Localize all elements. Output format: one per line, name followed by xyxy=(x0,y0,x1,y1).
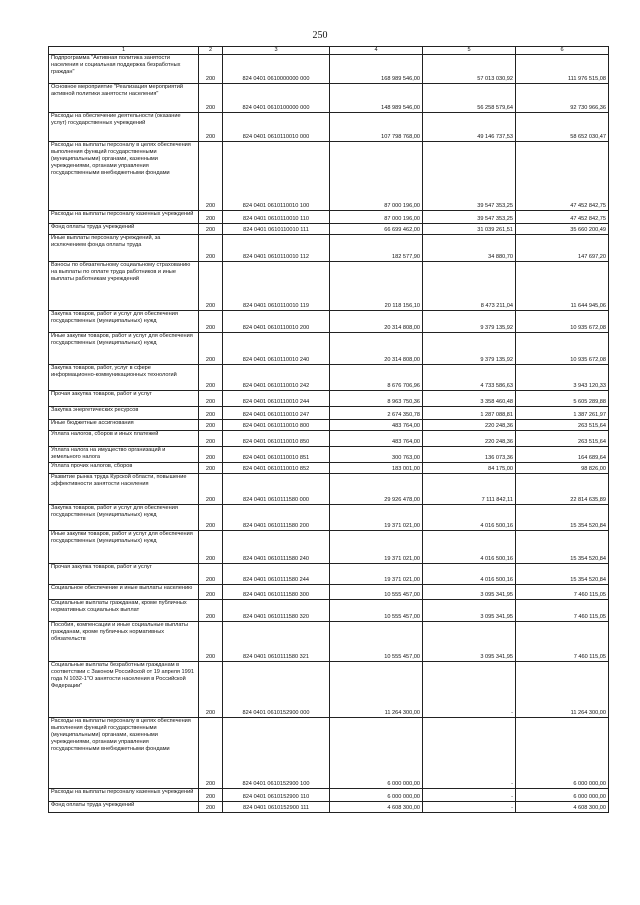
approved-amount: 87 000 196,00 xyxy=(330,142,423,211)
budget-classification-code: 824 0401 0610111580 000 xyxy=(223,474,330,505)
budget-classification-code: 824 0401 0610111580 321 xyxy=(223,622,330,662)
budget-classification-code: 824 0401 0610110010 110 xyxy=(223,211,330,224)
budget-classification-code: 824 0401 0610111580 300 xyxy=(223,585,330,600)
executed-amount: 220 248,36 xyxy=(423,431,516,447)
executed-amount: 56 258 579,64 xyxy=(423,84,516,113)
executed-amount: 3 095 341,95 xyxy=(423,585,516,600)
unexecuted-amount: 10 935 672,08 xyxy=(516,311,609,333)
table-row xyxy=(49,531,609,564)
budget-classification-code: 824 0401 0610110010 000 xyxy=(223,113,330,142)
unexecuted-amount: 15 354 520,84 xyxy=(516,564,609,585)
budget-classification-code: 824 0401 0610152900 100 xyxy=(223,718,330,789)
approved-amount: 483 764,00 xyxy=(330,420,423,431)
executed-amount: 1 287 088,81 xyxy=(423,407,516,420)
row-name: Уплата налога на имущество организаций и земельного налога xyxy=(49,447,199,463)
unexecuted-amount: 3 943 120,33 xyxy=(516,365,609,391)
line-code: 200 xyxy=(199,564,223,585)
line-code: 200 xyxy=(199,262,223,311)
line-code: 200 xyxy=(199,420,223,431)
executed-amount: 3 095 341,95 xyxy=(423,600,516,622)
executed-amount: 4 733 586,63 xyxy=(423,365,516,391)
unexecuted-amount: 11 644 945,06 xyxy=(516,262,609,311)
row-name: Взносы по обязательному социальному страхованию на выплаты по оплате труда работников и иные выплаты работникам учреждений xyxy=(49,262,199,311)
row-name: Прочая закупка товаров, работ и услуг xyxy=(49,564,199,585)
row-name: Закупка товаров, работ, услуг в сфере информационно-коммуникационных технологий xyxy=(49,365,199,391)
row-name: Расходы на обеспечение деятельности (оказание услуг) государственных учреждений xyxy=(49,113,199,142)
line-code: 200 xyxy=(199,142,223,211)
row-name: Закупка энергетических ресурсов xyxy=(49,407,199,420)
table-row xyxy=(49,420,609,431)
line-code: 200 xyxy=(199,55,223,84)
unexecuted-amount: 35 660 200,49 xyxy=(516,224,609,235)
unexecuted-amount: 11 264 300,00 xyxy=(516,662,609,718)
line-code: 200 xyxy=(199,600,223,622)
budget-classification-code: 824 0401 0610110010 119 xyxy=(223,262,330,311)
line-code: 200 xyxy=(199,505,223,531)
row-name: Расходы на выплаты персоналу казенных учреждений xyxy=(49,789,199,802)
unexecuted-amount: 7 460 115,05 xyxy=(516,600,609,622)
budget-classification-code: 824 0401 0610110010 240 xyxy=(223,333,330,365)
line-code: 200 xyxy=(199,333,223,365)
approved-amount: 87 000 196,00 xyxy=(330,211,423,224)
approved-amount: 4 608 300,00 xyxy=(330,802,423,813)
budget-classification-code: 824 0401 0610110010 112 xyxy=(223,235,330,262)
budget-classification-code: 824 0401 0610110010 242 xyxy=(223,365,330,391)
approved-amount: 8 676 706,96 xyxy=(330,365,423,391)
table-row xyxy=(49,235,609,262)
line-code: 200 xyxy=(199,585,223,600)
table-row xyxy=(49,333,609,365)
budget-classification-code: 824 0401 0610152900 110 xyxy=(223,789,330,802)
budget-classification-code: 824 0401 0610000000 000 xyxy=(223,55,330,84)
budget-classification-code: 824 0401 0610111580 320 xyxy=(223,600,330,622)
budget-classification-code: 824 0401 0610110010 200 xyxy=(223,311,330,333)
table-row xyxy=(49,262,609,311)
line-code: 200 xyxy=(199,463,223,474)
budget-classification-code: 824 0401 0610110010 851 xyxy=(223,447,330,463)
table-row xyxy=(49,365,609,391)
line-code: 200 xyxy=(199,365,223,391)
approved-amount: 107 798 768,00 xyxy=(330,113,423,142)
row-name: Закупка товаров, работ и услуг для обеспечения государственных (муниципальных) нужд xyxy=(49,505,199,531)
budget-classification-code: 824 0401 0610152900 000 xyxy=(223,662,330,718)
line-code: 200 xyxy=(199,474,223,505)
table-row xyxy=(49,224,609,235)
table-row xyxy=(49,431,609,447)
approved-amount: 168 989 546,00 xyxy=(330,55,423,84)
approved-amount: 148 989 546,00 xyxy=(330,84,423,113)
approved-amount: 300 763,00 xyxy=(330,447,423,463)
row-name: Развитие рынка труда Курской области, повышение эффективности занятости населения xyxy=(49,474,199,505)
approved-amount: 66 699 462,00 xyxy=(330,224,423,235)
line-code: 200 xyxy=(199,224,223,235)
line-code: 200 xyxy=(199,531,223,564)
column-header: 6 xyxy=(516,47,609,55)
unexecuted-amount: 15 354 520,84 xyxy=(516,531,609,564)
row-name: Пособия, компенсации и иные социальные выплаты гражданам, кроме публичных нормативных обязательств xyxy=(49,622,199,662)
table-row xyxy=(49,789,609,802)
budget-classification-code: 824 0401 0610100000 000 xyxy=(223,84,330,113)
executed-amount: 31 039 261,51 xyxy=(423,224,516,235)
approved-amount: 182 577,90 xyxy=(330,235,423,262)
approved-amount: 483 764,00 xyxy=(330,431,423,447)
line-code: 200 xyxy=(199,113,223,142)
approved-amount: 19 371 021,00 xyxy=(330,505,423,531)
table-row xyxy=(49,211,609,224)
row-name: Расходы на выплаты персоналу казенных учреждений xyxy=(49,211,199,224)
executed-amount: - xyxy=(423,789,516,802)
unexecuted-amount: 4 608 300,00 xyxy=(516,802,609,813)
executed-amount: - xyxy=(423,718,516,789)
budget-classification-code: 824 0401 0610152900 111 xyxy=(223,802,330,813)
table-row xyxy=(49,585,609,600)
executed-amount: 3 358 460,48 xyxy=(423,391,516,407)
line-code: 200 xyxy=(199,789,223,802)
table-row xyxy=(49,463,609,474)
column-header: 4 xyxy=(330,47,423,55)
approved-amount: 11 264 300,00 xyxy=(330,662,423,718)
executed-amount: - xyxy=(423,662,516,718)
row-name: Уплата прочих налогов, сборов xyxy=(49,463,199,474)
approved-amount: 183 001,00 xyxy=(330,463,423,474)
row-name: Фонд оплаты труда учреждений xyxy=(49,802,199,813)
unexecuted-amount: 7 460 115,05 xyxy=(516,585,609,600)
unexecuted-amount: 7 460 115,05 xyxy=(516,622,609,662)
column-header: 1 xyxy=(49,47,199,55)
unexecuted-amount: 22 814 635,89 xyxy=(516,474,609,505)
column-header: 2 xyxy=(199,47,223,55)
line-code: 200 xyxy=(199,447,223,463)
executed-amount: 39 547 353,25 xyxy=(423,142,516,211)
approved-amount: 10 555 457,00 xyxy=(330,622,423,662)
column-header: 3 xyxy=(223,47,330,55)
table-row xyxy=(49,84,609,113)
executed-amount: 4 016 500,16 xyxy=(423,505,516,531)
table-row xyxy=(49,447,609,463)
unexecuted-amount: 147 697,20 xyxy=(516,235,609,262)
table-row xyxy=(49,474,609,505)
line-code: 200 xyxy=(199,622,223,662)
row-name: Социальное обеспечение и иные выплаты населению xyxy=(49,585,199,600)
approved-amount: 20 118 156,10 xyxy=(330,262,423,311)
table-row xyxy=(49,802,609,813)
executed-amount: 9 379 135,92 xyxy=(423,333,516,365)
unexecuted-amount: 92 730 966,36 xyxy=(516,84,609,113)
budget-classification-code: 824 0401 0610111580 200 xyxy=(223,505,330,531)
row-name: Расходы на выплаты персоналу в целях обеспечения выполнения функций государственными (муниципальными) органами, казенными учреждениями, органами управления государственными внебюджетными фондами xyxy=(49,718,199,789)
unexecuted-amount: 1 387 261,97 xyxy=(516,407,609,420)
budget-classification-code: 824 0401 0610110010 247 xyxy=(223,407,330,420)
unexecuted-amount: 15 354 520,84 xyxy=(516,505,609,531)
table-row xyxy=(49,391,609,407)
line-code: 200 xyxy=(199,718,223,789)
executed-amount: 49 146 737,53 xyxy=(423,113,516,142)
row-name: Уплата налогов, сборов и иных платежей xyxy=(49,431,199,447)
executed-amount: 84 175,00 xyxy=(423,463,516,474)
table-row xyxy=(49,311,609,333)
table-row xyxy=(49,113,609,142)
budget-classification-code: 824 0401 0610110010 850 xyxy=(223,431,330,447)
row-name: Прочая закупка товаров, работ и услуг xyxy=(49,391,199,407)
executed-amount: - xyxy=(423,802,516,813)
approved-amount: 19 371 021,00 xyxy=(330,531,423,564)
unexecuted-amount: 58 652 030,47 xyxy=(516,113,609,142)
unexecuted-amount: 263 515,64 xyxy=(516,431,609,447)
budget-classification-code: 824 0401 0610110010 800 xyxy=(223,420,330,431)
unexecuted-amount: 98 826,00 xyxy=(516,463,609,474)
table-row xyxy=(49,600,609,622)
approved-amount: 20 314 808,00 xyxy=(330,333,423,365)
unexecuted-amount: 6 000 000,00 xyxy=(516,789,609,802)
table-row xyxy=(49,142,609,211)
line-code: 200 xyxy=(199,311,223,333)
executed-amount: 34 880,70 xyxy=(423,235,516,262)
row-name: Подпрограмма "Активная политика занятости населения и социальная поддержка безработных граждан" xyxy=(49,55,199,84)
approved-amount: 20 314 808,00 xyxy=(330,311,423,333)
unexecuted-amount: 263 515,64 xyxy=(516,420,609,431)
row-name: Основное мероприятие "Реализация мероприятий активной политики занятости населения" xyxy=(49,84,199,113)
unexecuted-amount: 5 605 289,88 xyxy=(516,391,609,407)
line-code: 200 xyxy=(199,211,223,224)
unexecuted-amount: 47 452 842,75 xyxy=(516,142,609,211)
executed-amount: 4 016 500,16 xyxy=(423,564,516,585)
unexecuted-amount: 47 452 842,75 xyxy=(516,211,609,224)
row-name: Фонд оплаты труда учреждений xyxy=(49,224,199,235)
executed-amount: 57 013 030,92 xyxy=(423,55,516,84)
approved-amount: 8 963 750,36 xyxy=(330,391,423,407)
approved-amount: 19 371 021,00 xyxy=(330,564,423,585)
approved-amount: 29 926 478,00 xyxy=(330,474,423,505)
executed-amount: 8 473 211,04 xyxy=(423,262,516,311)
approved-amount: 2 674 350,78 xyxy=(330,407,423,420)
executed-amount: 4 016 500,16 xyxy=(423,531,516,564)
page-number: 250 xyxy=(312,30,328,41)
table-row xyxy=(49,622,609,662)
approved-amount: 6 000 000,00 xyxy=(330,789,423,802)
budget-classification-code: 824 0401 0610110010 244 xyxy=(223,391,330,407)
row-name: Иные бюджетные ассигнования xyxy=(49,420,199,431)
unexecuted-amount: 164 689,64 xyxy=(516,447,609,463)
table-row xyxy=(49,505,609,531)
table-row xyxy=(49,718,609,789)
line-code: 200 xyxy=(199,431,223,447)
line-code: 200 xyxy=(199,662,223,718)
unexecuted-amount: 111 976 515,08 xyxy=(516,55,609,84)
table-row xyxy=(49,564,609,585)
row-name: Социальные выплаты гражданам, кроме публичных нормативных социальных выплат xyxy=(49,600,199,622)
executed-amount: 9 379 135,92 xyxy=(423,311,516,333)
executed-amount: 3 095 341,95 xyxy=(423,622,516,662)
line-code: 200 xyxy=(199,84,223,113)
table-row xyxy=(49,55,609,84)
budget-classification-code: 824 0401 0610111580 240 xyxy=(223,531,330,564)
budget-classification-code: 824 0401 0610111580 244 xyxy=(223,564,330,585)
budget-classification-code: 824 0401 0610110010 852 xyxy=(223,463,330,474)
executed-amount: 136 073,36 xyxy=(423,447,516,463)
budget-classification-code: 824 0401 0610110010 111 xyxy=(223,224,330,235)
executed-amount: 7 111 842,11 xyxy=(423,474,516,505)
executed-amount: 220 248,36 xyxy=(423,420,516,431)
row-name: Иные закупки товаров, работ и услуг для обеспечения государственных (муниципальных) нужд xyxy=(49,531,199,564)
line-code: 200 xyxy=(199,802,223,813)
row-name: Иные закупки товаров, работ и услуг для обеспечения государственных (муниципальных) нужд xyxy=(49,333,199,365)
line-code: 200 xyxy=(199,407,223,420)
budget-classification-code: 824 0401 0610110010 100 xyxy=(223,142,330,211)
line-code: 200 xyxy=(199,391,223,407)
approved-amount: 10 555 457,00 xyxy=(330,585,423,600)
line-code: 200 xyxy=(199,235,223,262)
row-name: Иные выплаты персоналу учреждений, за исключением фонда оплаты труда xyxy=(49,235,199,262)
table-row xyxy=(49,407,609,420)
budget-table xyxy=(48,46,609,813)
row-name: Расходы на выплаты персоналу в целях обеспечения выполнения функций государственными (муниципальными) органами, казенными учреждениями, органами управления государственными внебюджетными фондами xyxy=(49,142,199,211)
column-header: 5 xyxy=(423,47,516,55)
executed-amount: 39 547 353,25 xyxy=(423,211,516,224)
row-name: Социальные выплаты безработным гражданам в соответствии с Законом Российской от 19 апреля 1991 года N 1032-1"О занятости населения в Российской Федерации" xyxy=(49,662,199,718)
row-name: Закупка товаров, работ и услуг для обеспечения государственных (муниципальных) нужд xyxy=(49,311,199,333)
table-row xyxy=(49,662,609,718)
unexecuted-amount: 10 935 672,08 xyxy=(516,333,609,365)
approved-amount: 10 555 457,00 xyxy=(330,600,423,622)
approved-amount: 6 000 000,00 xyxy=(330,718,423,789)
unexecuted-amount: 6 000 000,00 xyxy=(516,718,609,789)
header-row xyxy=(49,47,609,55)
